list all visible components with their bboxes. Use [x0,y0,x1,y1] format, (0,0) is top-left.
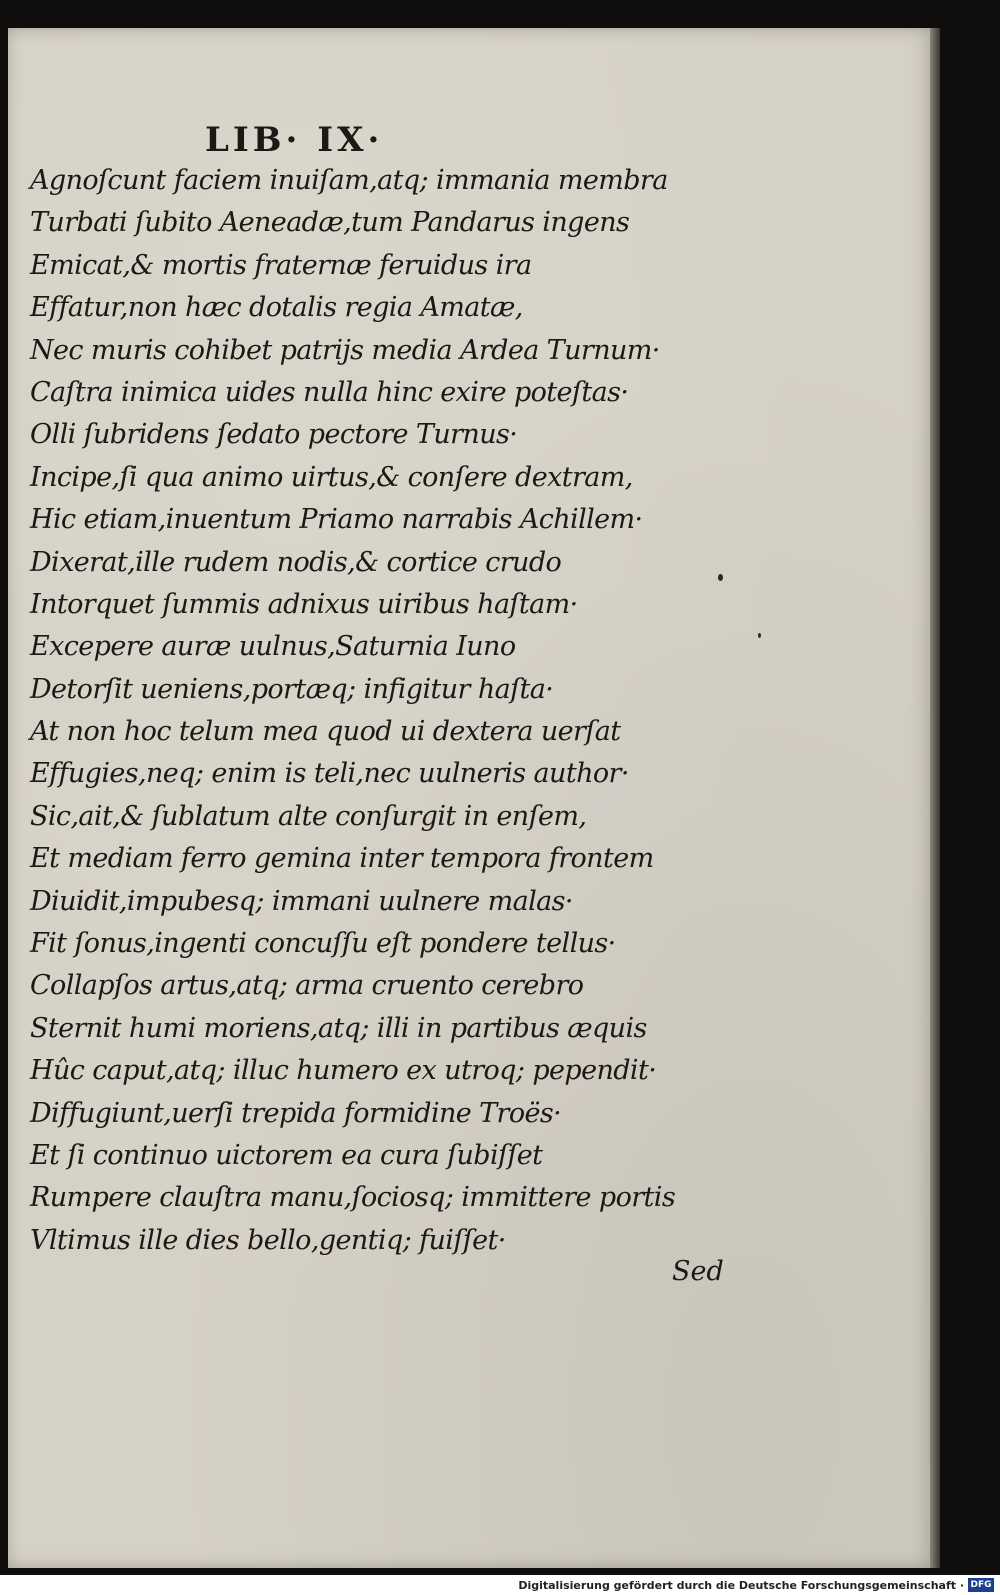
verse-line: Sic,ait,& ſublatum alte conſurgit in enſem, [30,800,587,832]
verse-line: Diffugiunt,uerſi trepida formidine Troës· [30,1097,562,1129]
verse-line: Rumpere clauſtra manu,ſociosq; immittere portis [30,1182,676,1214]
verse-line: Sternit humi moriens,atq; illi in partibus æquis [30,1012,647,1044]
verse-line: Intorquet ſummis adnixus uiribus haſtam· [30,588,578,620]
verse-line: Olli ſubridens ſedato pectore Turnus· [30,419,518,451]
verse-line: Dixerat,ille rudem nodis,& cortice crudo [30,546,562,578]
verse-line: Emicat,& mortis fraternæ feruidus ira [30,249,532,281]
verse-line: Hic etiam,inuentum Priamo narrabis Achillem· [30,504,643,536]
verse-block [30,160,710,1262]
verse-line: Vltimus ille dies bello,gentiq; fuiſſet· [30,1224,506,1256]
verse-line: Effugies,neq; enim is teli,nec uulneris author· [30,758,629,790]
verse-line: Hûc caput,atq; illuc humero ex utroq; pependit· [30,1055,657,1087]
page-edge [930,28,940,1568]
running-head: LIB· IX· [205,120,384,160]
verse-line: Diuidit,impubesq; immani uulnere malas· [30,885,573,917]
verse-line: Excepere auræ uulnus,Saturnia Iuno [30,631,516,663]
verse-line: At non hoc telum mea quod ui dextera uerſat [30,716,621,748]
ink-speck [718,574,723,581]
dfg-logo: DFG [968,1578,994,1592]
verse-line: Et mediam ferro gemina inter tempora frontem [30,843,654,875]
verse-line: Caſtra inimica uides nulla hinc exire poteſtas· [30,376,629,408]
verse-line: Collapſos artus,atq; arma cruento cerebro [30,970,584,1002]
ink-speck [758,633,761,638]
verse-line: Detorſit ueniens,portæq; infigitur haſta· [30,673,554,705]
verse-line: Incipe,ſi qua animo uirtus,& conſere dextram, [30,461,633,493]
verse-line: Et ſi continuo uictorem ea cura ſubiſſet [30,1139,543,1171]
verse-line: Effatur,non hæc dotalis regia Amatæ, [30,292,523,324]
verse-line: Fit ſonus,ingenti concuſſu eſt pondere tellus· [30,928,616,960]
verse-line: Agnoſcunt faciem inuiſam,atq; immania membra [30,165,668,196]
verse-line: Nec muris cohibet patrijs media Ardea Turnum· [30,334,660,366]
catchword: Sed [672,1256,724,1287]
digitization-credit: Digitalisierung gefördert durch die Deutsche Forschungsgemeinschaft · [518,1579,964,1592]
verse-line: Turbati ſubito Aeneadæ,tum Pandarus ingens [30,207,630,239]
